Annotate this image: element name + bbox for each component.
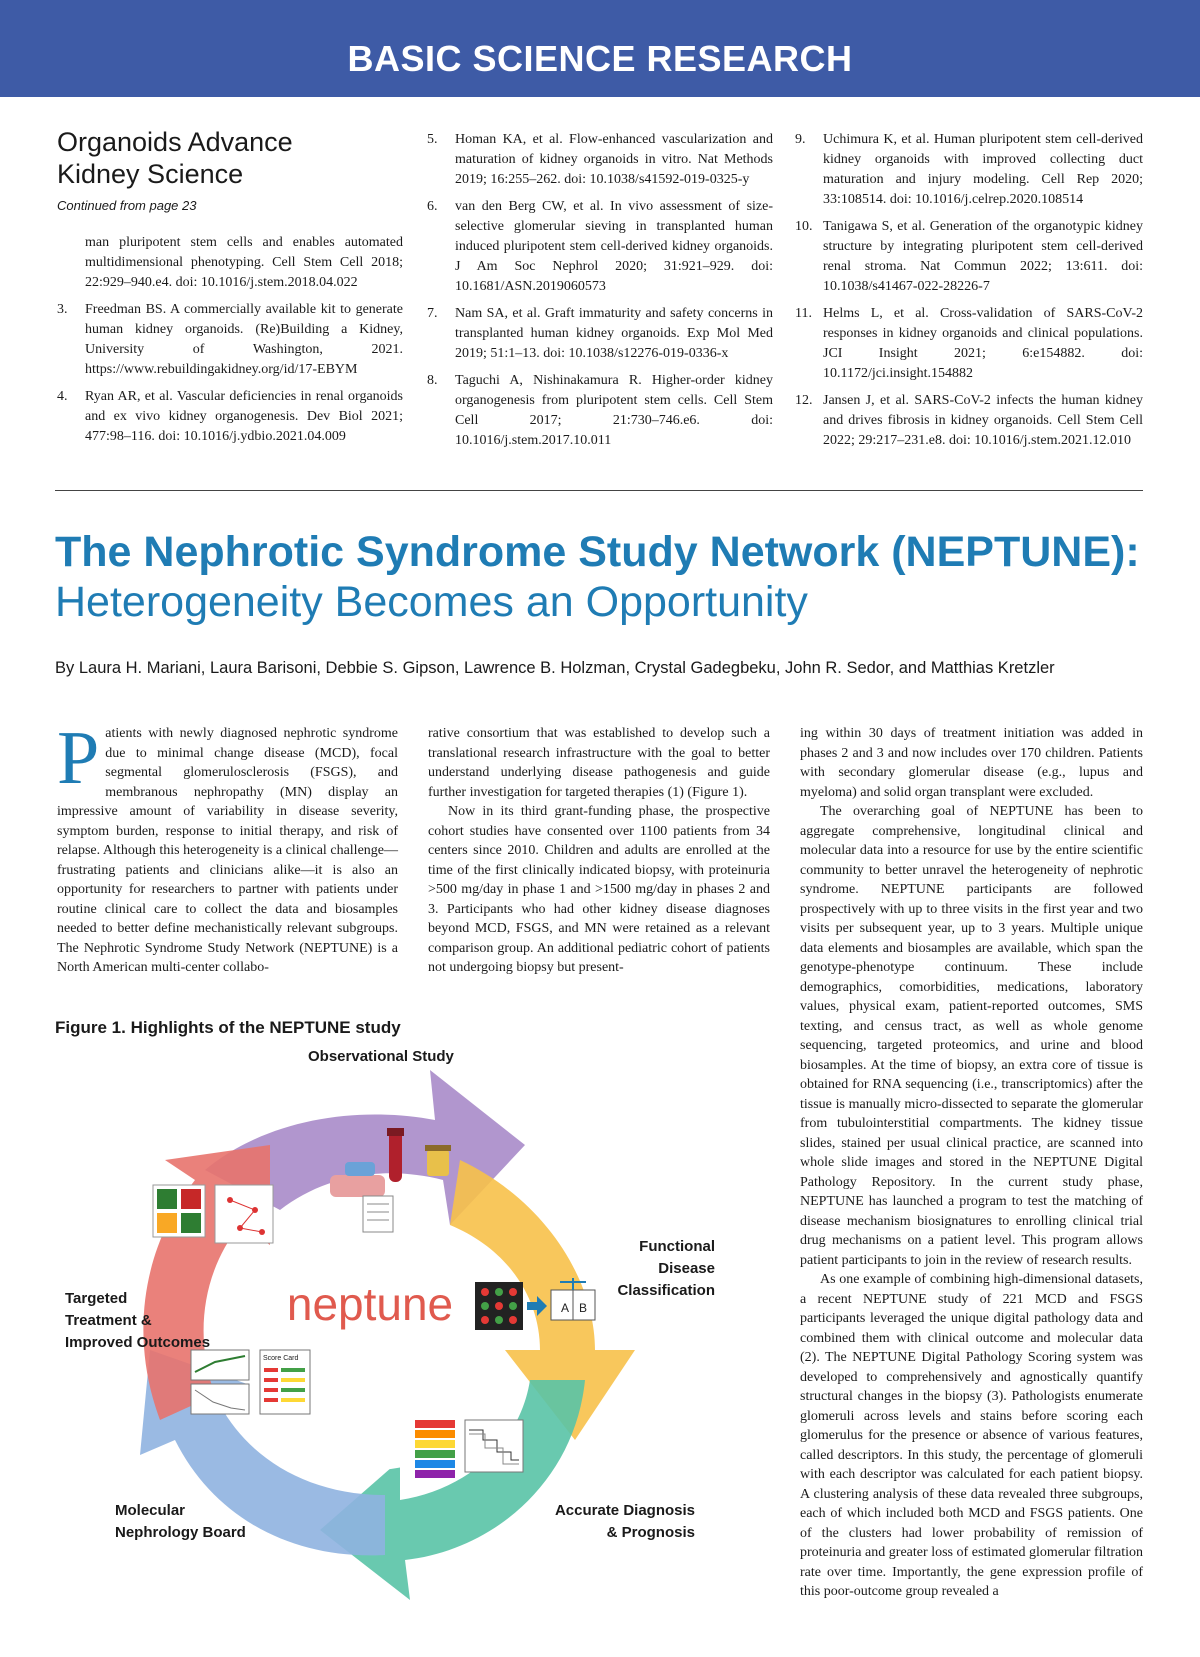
body-column-3 bbox=[800, 724, 1143, 1602]
score-card-label: Score Card bbox=[263, 1355, 299, 1362]
reference-item: 3. Freedman BS. A commercially available kit to generate human kidney organoids. (Re)Building a Kidney, University of Washington, 2021. https://www.rebuildingakidney.org/id/17-EBYM bbox=[57, 302, 403, 377]
class-label-b: B bbox=[579, 1301, 588, 1315]
continued-note: Continued from page 23 bbox=[57, 198, 197, 213]
paragraph: The overarching goal of NEPTUNE has been to aggregate comprehensive, longitudinal clinical and molecular data into a resource for use by the entire scientific community to better unravel the heterogeneity of nephrotic syndrome. NEPTUNE participants are followed prospectively with up to three visits in the first year and two visits per subsequent year, up to 3 years. Multiple unique data elements and biosamples are available, which span the genotype-phenotype continuum. These include demographics, comorbidities, medications, laboratory values, physical exam, patient-reported outcomes, SMS texting, and census tract, as well as whole genome sequencing, targeted proteomics, and urine and blood biosamples. At the time of biopsy, an extra core of tissue is obtained for RNA sequencing (i.e., transcriptomics) after the tissue is manually micro-dissected to separate the glomerular from tubulointerstitial compartments. The kidney tissue slides, stained per usual clinical practice, are scanned into whole slide images and stored in the NEPTUNE Digital Pathology Repository. In the current study phase, NEPTUNE has launched a program to test the matching of disease mechanism biosignatures to enrolling clinical trial drug mechanisms on a patient level. This program allows patient participants to join in the review of research results. bbox=[800, 804, 1143, 1268]
heatmap-grid-icon bbox=[153, 1185, 205, 1237]
label-functional: Functional Disease Classification bbox=[617, 1238, 715, 1299]
banner-title: BASIC SCIENCE RESEARCH bbox=[347, 38, 853, 79]
dot-matrix-icon bbox=[475, 1282, 523, 1330]
references-col2 bbox=[427, 130, 773, 458]
reference-item: 8. Taguchi A, Nishinakamura R. Higher-order kidney organogenesis from pluripotent stem cells. Cell Stem Cell 2017; 21:730–746.e6. doi: 10.1016/j.stem.2017.10.011 bbox=[427, 373, 773, 448]
survival-curve-icon bbox=[465, 1420, 523, 1472]
byline: By Laura H. Mariani, Laura Barisoni, Debbie S. Gipson, Lawrence B. Holzman, Crystal Gadegbeku, John R. Sedor, and Matthias Kretzler bbox=[55, 659, 1055, 677]
label-targeted: Targeted Treatment & Improved Outcomes bbox=[65, 1290, 211, 1351]
documents-icon bbox=[363, 1196, 393, 1232]
section-divider bbox=[55, 490, 1143, 491]
references-col3 bbox=[795, 130, 1143, 458]
body-column-1 bbox=[57, 716, 398, 978]
center-disk bbox=[250, 1220, 500, 1470]
dropcap: P bbox=[57, 716, 100, 800]
reference-item: 10. Tanigawa S, et al. Generation of the organotypic kidney structure by integrating pluripotent stem cell-derived renal stroma. Nat Commun 2022; 13:611. doi: 10.1038/s41467-022-28226-7 bbox=[795, 219, 1143, 294]
reference-item: 6. van den Berg CW, et al. In vivo assessment of size-selective glomerular sieving in transplanted human induced pluripotent stem cell-derived kidney organoids. J Am Soc Nephrol 2020; 31:921–929. doi: 10.1681/ASN.2019060573 bbox=[427, 199, 773, 294]
section-banner bbox=[0, 0, 1200, 97]
neptune-wordmark: neptune bbox=[286, 1278, 454, 1330]
network-graph-icon bbox=[215, 1185, 273, 1243]
organoids-title-line2: Kidney Science bbox=[57, 159, 244, 189]
label-accurate: Accurate Diagnosis & Prognosis bbox=[554, 1502, 695, 1541]
paragraph: As one example of combining high-dimensional datasets, a recent NEPTUNE study of 221 MCD and FSGS participants leveraged the unique digital pathology data and combined them with clinical outcome and molecular data (2). The NEPTUNE Digital Pathology Scoring system was developed to comprehensively and agnostically quantify structural changes in the biopsy (3). Pathologists enumerate glomeruli across levels and stains before scoring each glomerulus for the presence or absence of various features, called descriptors. In this study, the percentage of glomeruli with each descriptor was calculated for each patient biopsy. A clustering analysis of these data revealed three subgroups, each of which included both MCD and FSGS patients. One of the clusters had lower probability of remission of proteinuria and greater loss of estimated glomerular filtration rate over time. Importantly, the gene expression profile of this poor-outcome group revealed a bbox=[800, 1272, 1143, 1599]
label-observational: Observational Study bbox=[308, 1048, 454, 1065]
body-column-2 bbox=[428, 724, 770, 978]
paragraph: ing within 30 days of treatment initiation was added in phases 2 and 3 and now includes over 170 children. Patients with secondary glomerular disease (e.g., lupus and myeloma) and solid organ transplant were excluded. bbox=[800, 726, 1143, 800]
article-title-regular: Heterogeneity Becomes an Opportunity bbox=[55, 578, 808, 626]
label-molecular: Molecular Nephrology Board bbox=[115, 1502, 246, 1541]
organoids-title-line1: Organoids Advance bbox=[57, 127, 293, 157]
neptune-cycle-figure bbox=[55, 1050, 715, 1605]
paragraph: rative consortium that was established to develop such a translational research infrastructure with the goal to better understand underlying disease pathogenesis and guide further investigation for targeted therapies (1) (Figure 1). bbox=[428, 726, 770, 800]
figure-caption: Figure 1. Highlights of the NEPTUNE study bbox=[55, 1018, 401, 1037]
article-title-bold: The Nephrotic Syndrome Study Network (NEPTUNE): bbox=[55, 528, 1140, 576]
reference-item: 5. Homan KA, et al. Flow-enhanced vascularization and maturation of kidney organoids in vitro. Nat Methods 2019; 16:255–262. doi: 10.1038/s41592-019-0325-y bbox=[427, 132, 773, 187]
reference-item: man pluripotent stem cells and enables automated multidimensional phenotyping. Cell Stem Cell 2018; 22:929–940.e4. doi: 10.1016/j.stem.2018.04.022 bbox=[85, 235, 403, 290]
reference-item: 4. Ryan AR, et al. Vascular deficiencies in renal organoids and ex vivo kidney organogenesis. Dev Biol 2021; 477:98–116. doi: 10.1016/j.ydbio.2021.04.009 bbox=[57, 389, 403, 444]
paragraph: Patients with newly diagnosed nephrotic syndrome due to minimal change disease (MCD), focal segmental glomerulosclerosis (FSGS), and membranous nephropathy (MN) display an impressive amount of variability in disease severity, symptom burden, response to initial therapy, and risk of relapse. Although this heterogeneity is a clinical challenge—frustrating patients and clinicians alike—it is also an opportunity for researchers to partner with patients under routine clinical care to collect the data and biosamples needed to better define mechanistically relevant subgroups. The Nephrotic Syndrome Study Network (NEPTUNE) is a North American multi-center collabo- bbox=[57, 716, 398, 975]
reference-item: 7. Nam SA, et al. Graft immaturity and safety concerns in transplanted human kidney organoids. Exp Mol Med 2019; 51:1–13. doi: 10.1038/s12276-019-0336-x bbox=[427, 306, 773, 361]
paragraph: Now in its third grant-funding phase, the prospective cohort studies have consented over 1100 patients from 34 centers since 2010. Children and adults are enrolled at the time of the first clinically indicated biopsy, with proteinuria >500 mg/day in phase 1 and >1500 mg/day in phases 2 and 3. Participants who had other kidney disease diagnoses beyond MCD, FSGS, and MN were retained as a relevant comparison group. An additional pediatric cohort of patients not undergoing biopsy but present- bbox=[428, 804, 770, 975]
reference-item: 11. Helms L, et al. Cross-validation of SARS-CoV-2 responses in kidney organoids and clinical populations. JCI Insight 2021; 6:e154882. doi: 10.1172/jci.insight.154882 bbox=[795, 306, 1143, 381]
class-label-a: A bbox=[561, 1301, 570, 1315]
article-title bbox=[55, 527, 1165, 627]
score-card-icon bbox=[260, 1350, 310, 1414]
references-col1 bbox=[57, 233, 403, 454]
reference-item: 12. Jansen J, et al. SARS-CoV-2 infects the human kidney and drives fibrosis in kidney organoids. Cell Stem Cell 2022; 29:217–231.e8. doi: 10.1016/j.stem.2021.12.010 bbox=[795, 393, 1143, 448]
reference-item: 9. Uchimura K, et al. Human pluripotent stem cell-derived kidney organoids with improved collecting duct maturation and injury modeling. Cell Rep 2020; 33:108514. doi: 10.1016/j.celrep.2020.108514 bbox=[795, 132, 1143, 207]
organoids-title bbox=[57, 126, 357, 190]
urine-cup-icon bbox=[425, 1145, 451, 1176]
blood-tube-icon bbox=[387, 1128, 404, 1182]
